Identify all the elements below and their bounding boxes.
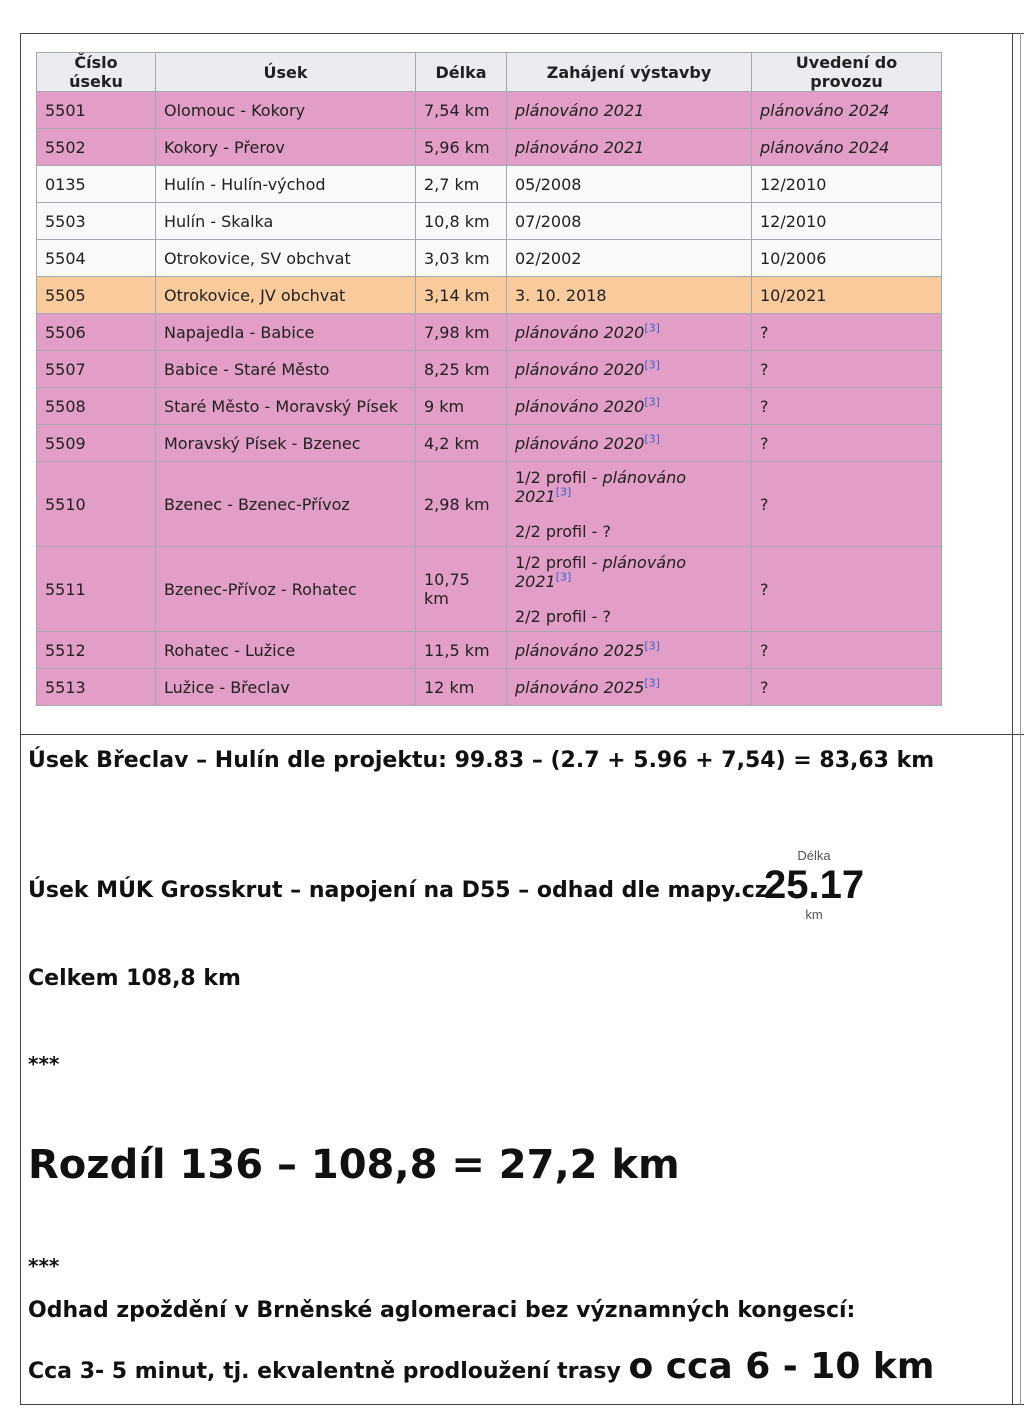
section-number-cell: 5508 <box>37 388 156 425</box>
table-row <box>37 462 942 547</box>
opening-cell: 10/2006 <box>752 240 942 277</box>
section-number-cell: 5510 <box>37 462 156 547</box>
table-row <box>37 425 942 462</box>
section-length-cell: 2,98 km <box>416 462 507 547</box>
section-name-cell: Staré Město - Moravský Písek <box>156 388 416 425</box>
document-frame-right-outer <box>1020 33 1021 1405</box>
construction-start-line-2: 2/2 profil - ? <box>515 521 611 541</box>
construction-start-value: plánováno 2020 <box>515 322 645 342</box>
section-number-cell: 5501 <box>37 92 156 129</box>
construction-start-line <box>515 323 660 342</box>
document-frame-top <box>20 33 1024 34</box>
header-length: Délka <box>416 53 507 92</box>
construction-start-line <box>515 212 581 231</box>
distance-widget <box>764 848 864 922</box>
section-name-cell: Rohatec - Lužice <box>156 632 416 669</box>
construction-start-line <box>515 397 660 416</box>
construction-start-line <box>515 360 660 379</box>
construction-start-value: plánováno 2025 <box>515 677 645 697</box>
separator-stars: *** <box>28 1052 60 1076</box>
table-row <box>37 547 942 632</box>
reference-link[interactable]: [3] <box>644 321 660 335</box>
table-row <box>37 240 942 277</box>
table-row <box>37 314 942 351</box>
section-length-cell: 5,96 km <box>416 129 507 166</box>
construction-start-cell <box>507 277 752 314</box>
construction-start-cell <box>507 351 752 388</box>
note-delay-equivalent-prefix: Cca 3- 5 minut, tj. ekvalentně prodloužení trasy <box>28 1359 629 1384</box>
document-frame-right <box>1012 33 1013 1405</box>
reference-link[interactable]: [3] <box>644 676 660 690</box>
section-length-cell: 12 km <box>416 669 507 706</box>
reference-link[interactable]: [3] <box>644 639 660 653</box>
section-length-cell: 8,25 km <box>416 351 507 388</box>
opening-cell: ? <box>752 425 942 462</box>
construction-start-value: 07/2008 <box>515 211 582 231</box>
table-row <box>37 92 942 129</box>
table-row <box>37 166 942 203</box>
section-number-cell: 5507 <box>37 351 156 388</box>
construction-start-line <box>515 101 644 120</box>
section-name-cell: Bzenec-Přívoz - Rohatec <box>156 547 416 632</box>
sections-table <box>36 52 942 706</box>
construction-start-value: plánováno 2020 <box>515 433 645 453</box>
section-name-cell: Bzenec - Bzenec-Přívoz <box>156 462 416 547</box>
opening-cell: plánováno 2024 <box>752 92 942 129</box>
header-opening: Uvedení do provozu <box>752 53 942 92</box>
construction-start-cell <box>507 388 752 425</box>
section-number-cell: 5509 <box>37 425 156 462</box>
construction-start-cell <box>507 462 752 547</box>
opening-cell: ? <box>752 632 942 669</box>
section-name-cell: Olomouc - Kokory <box>156 92 416 129</box>
construction-start-cell <box>507 240 752 277</box>
opening-cell: ? <box>752 547 942 632</box>
table-row <box>37 632 942 669</box>
sections-table-container <box>36 52 942 706</box>
reference-link[interactable]: [3] <box>555 485 572 499</box>
section-length-cell: 7,54 km <box>416 92 507 129</box>
note-grosskrut: Úsek MÚK Grosskrut – napojení na D55 – odhad dle mapy.cz <box>28 878 768 903</box>
table-body <box>37 92 942 706</box>
construction-start-cell <box>507 166 752 203</box>
document-frame-divider <box>20 734 1024 735</box>
opening-cell: 12/2010 <box>752 203 942 240</box>
profile-prefix: 1/2 profil - <box>515 552 603 572</box>
section-name-cell: Otrokovice, SV obchvat <box>156 240 416 277</box>
distance-label: Délka <box>797 848 831 863</box>
construction-start-value: 05/2008 <box>515 174 582 194</box>
construction-start-value: plánováno 2021 <box>515 100 645 120</box>
reference-link[interactable]: [3] <box>644 432 660 446</box>
construction-start-line <box>515 175 581 194</box>
construction-start-line <box>515 553 686 591</box>
section-number-cell: 5512 <box>37 632 156 669</box>
section-number-cell: 5505 <box>37 277 156 314</box>
separator-stars-2: *** <box>28 1254 60 1278</box>
construction-start-line <box>515 286 607 305</box>
opening-cell: ? <box>752 388 942 425</box>
profile-prefix: 1/2 profil - <box>515 467 603 487</box>
section-number-cell: 5502 <box>37 129 156 166</box>
section-length-cell: 7,98 km <box>416 314 507 351</box>
section-name-cell: Kokory - Přerov <box>156 129 416 166</box>
note-difference: Rozdíl 136 – 108,8 = 27,2 km <box>28 1142 680 1188</box>
reference-link[interactable]: [3] <box>644 358 660 372</box>
section-number-cell: 5506 <box>37 314 156 351</box>
section-name-cell: Otrokovice, JV obchvat <box>156 277 416 314</box>
header-construction-start: Zahájení výstavby <box>507 53 752 92</box>
section-length-cell: 11,5 km <box>416 632 507 669</box>
opening-cell: ? <box>752 314 942 351</box>
document-frame-bottom <box>20 1404 1024 1405</box>
section-number-cell: 5504 <box>37 240 156 277</box>
section-number-cell: 0135 <box>37 166 156 203</box>
section-number-cell: 5511 <box>37 547 156 632</box>
section-length-cell: 10,8 km <box>416 203 507 240</box>
construction-start-value: 3. 10. 2018 <box>515 285 607 305</box>
construction-start-line-2: 2/2 profil - ? <box>515 606 611 626</box>
construction-start-line <box>515 641 660 660</box>
note-breclav-hulin: Úsek Břeclav – Hulín dle projektu: 99.83 – (2.7 + 5.96 + 7,54) = 83,63 km <box>28 748 935 773</box>
construction-start-value: plánováno 2021 <box>515 137 645 157</box>
note-total: Celkem 108,8 km <box>28 966 241 991</box>
section-number-cell: 5513 <box>37 669 156 706</box>
section-name-cell: Moravský Písek - Bzenec <box>156 425 416 462</box>
construction-start-value: plánováno 2020 <box>515 359 645 379</box>
note-delay-equivalent <box>28 1346 934 1387</box>
section-name-cell: Hulín - Skalka <box>156 203 416 240</box>
table-row <box>37 203 942 240</box>
header-section-name: Úsek <box>156 53 416 92</box>
section-length-cell: 3,03 km <box>416 240 507 277</box>
reference-link[interactable]: [3] <box>555 570 572 584</box>
table-header-row <box>37 53 942 92</box>
section-name-cell: Lužice - Břeclav <box>156 669 416 706</box>
table-row <box>37 669 942 706</box>
reference-link[interactable]: [3] <box>644 395 660 409</box>
construction-start-cell <box>507 203 752 240</box>
note-delay-equivalent-distance: o cca 6 - 10 km <box>628 1346 935 1387</box>
construction-start-value: plánováno 2025 <box>515 640 645 660</box>
construction-start-cell <box>507 92 752 129</box>
table-row <box>37 351 942 388</box>
construction-start-value: plánováno 2020 <box>515 396 645 416</box>
construction-start-cell <box>507 129 752 166</box>
section-name-cell: Napajedla - Babice <box>156 314 416 351</box>
section-name-cell: Hulín - Hulín-východ <box>156 166 416 203</box>
distance-unit: km <box>805 907 823 922</box>
section-length-cell: 9 km <box>416 388 507 425</box>
table-row <box>37 277 942 314</box>
opening-cell: ? <box>752 669 942 706</box>
construction-start-cell <box>507 632 752 669</box>
construction-start-line <box>515 678 660 697</box>
opening-cell: plánováno 2024 <box>752 129 942 166</box>
table-row <box>37 129 942 166</box>
construction-start-cell <box>507 669 752 706</box>
construction-start-value: plánováno 2021 <box>515 552 687 591</box>
section-number-cell: 5503 <box>37 203 156 240</box>
construction-start-cell <box>507 547 752 632</box>
construction-start-line <box>515 249 581 268</box>
section-length-cell: 2,7 km <box>416 166 507 203</box>
opening-cell: 12/2010 <box>752 166 942 203</box>
construction-start-cell <box>507 314 752 351</box>
table-row <box>37 388 942 425</box>
section-name-cell: Babice - Staré Město <box>156 351 416 388</box>
header-section-number: Číslo úseku <box>37 53 156 92</box>
construction-start-line <box>515 468 686 506</box>
note-delay-estimate: Odhad zpoždění v Brněnské aglomeraci bez významných kongescí: <box>28 1298 856 1323</box>
opening-cell: ? <box>752 462 942 547</box>
document-frame-left <box>20 33 21 1405</box>
construction-start-value: plánováno 2021 <box>515 467 687 506</box>
construction-start-line <box>515 138 644 157</box>
section-length-cell: 3,14 km <box>416 277 507 314</box>
opening-cell: ? <box>752 351 942 388</box>
construction-start-line <box>515 434 660 453</box>
construction-start-value: 02/2002 <box>515 248 582 268</box>
opening-cell: 10/2021 <box>752 277 942 314</box>
construction-start-cell <box>507 425 752 462</box>
distance-value: 25.17 <box>764 863 865 907</box>
section-length-cell: 10,75 km <box>416 547 507 632</box>
section-length-cell: 4,2 km <box>416 425 507 462</box>
